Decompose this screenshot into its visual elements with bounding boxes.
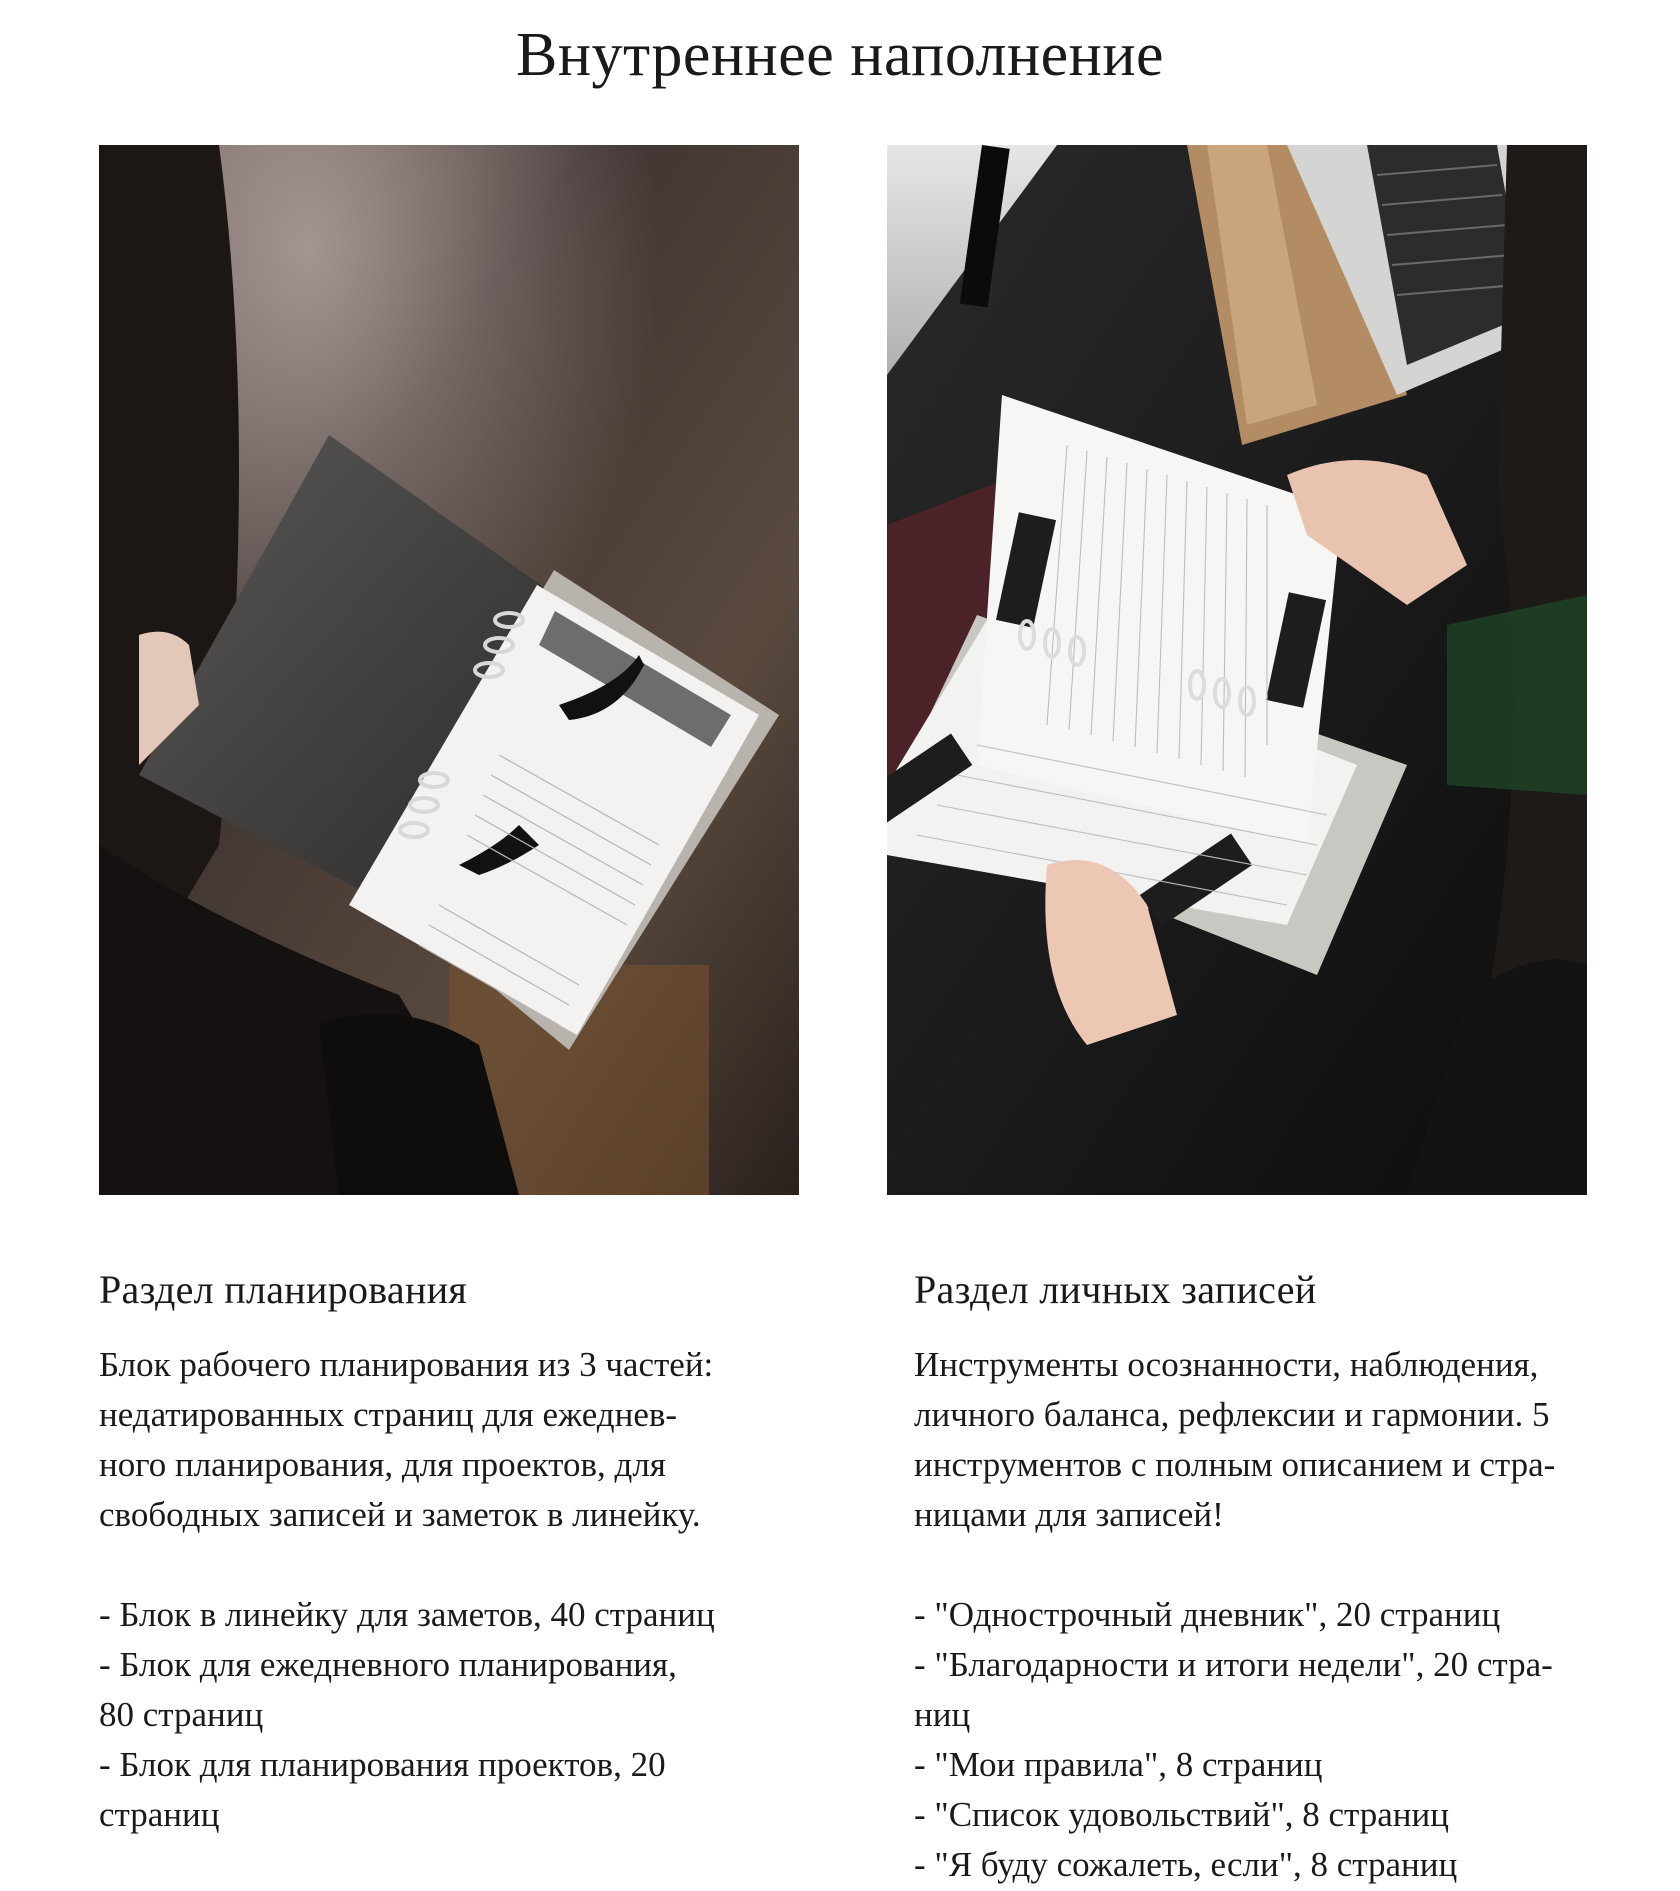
planning-heading: Раздел планирования	[99, 1267, 468, 1312]
planning-description: Блок рабочего планирования из 3 частей: недатированных страниц для ежеднев- ного планирования, для проектов, для свободных записей и заметок в линейку.	[99, 1345, 714, 1534]
planner-photo-personal	[887, 145, 1587, 1195]
list-item: - Блок для ежедневного планирования, 80 страниц	[99, 1645, 677, 1734]
planning-section	[99, 1262, 819, 1840]
personal-notes-list	[914, 1590, 1634, 1890]
personal-notes-heading: Раздел личных записей	[914, 1267, 1317, 1312]
list-item: - "Благодарности и итоги недели", 20 стра- ниц	[914, 1645, 1553, 1734]
list-item: - "Мои правила", 8 страниц	[914, 1745, 1323, 1784]
personal-notes-description: Инструменты осознанности, наблюдения, личного баланса, рефлексии и гармонии. 5 инструментов с полным описанием и стра- ницами для записей!	[914, 1345, 1556, 1534]
planning-list	[99, 1590, 819, 1840]
personal-notes-section	[914, 1262, 1634, 1890]
list-item: - "Список удовольствий", 8 страниц	[914, 1795, 1449, 1834]
page-title: Внутреннее наполнение	[515, 21, 1165, 89]
planner-photo-planning	[99, 145, 799, 1195]
list-item: - "Однострочный дневник", 20 страниц	[914, 1595, 1501, 1634]
list-item: - "Я буду сожалеть, если", 8 страниц	[914, 1845, 1458, 1884]
list-item: - Блок в линейку для заметов, 40 страниц	[99, 1595, 715, 1634]
list-item: - Блок для планирования проектов, 20 страниц	[99, 1745, 666, 1834]
